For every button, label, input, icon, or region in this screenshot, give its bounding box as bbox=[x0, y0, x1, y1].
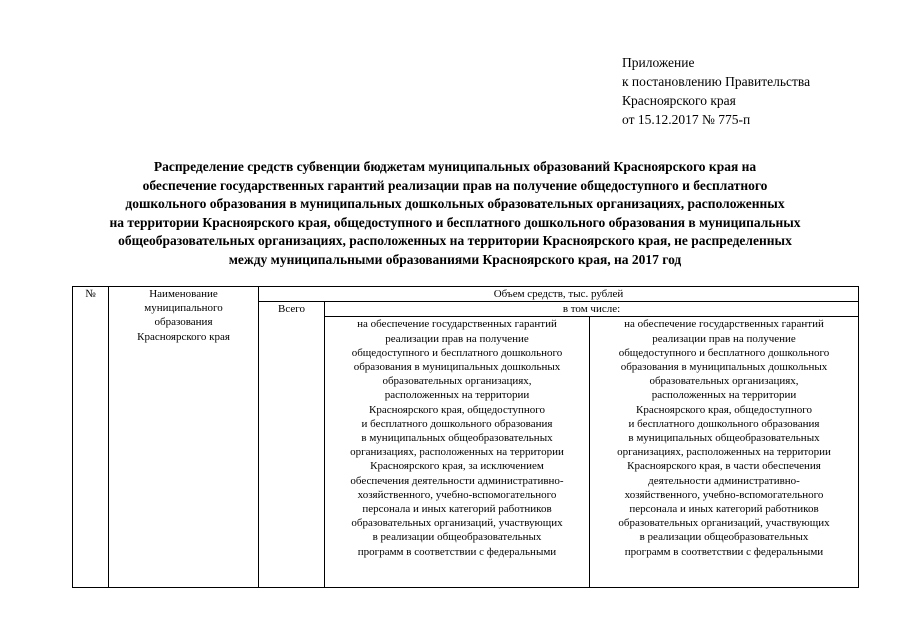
header-text-line: деятельности административно- bbox=[648, 474, 800, 487]
title-line: дошкольного образования в муниципальных дошкольных образовательных организациях, расположенных bbox=[125, 196, 785, 212]
header-text-line: обеспечения деятельности административно- bbox=[350, 474, 564, 487]
header-text-line: в реализации общеобразовательных bbox=[372, 531, 542, 544]
header-total: Всего bbox=[259, 302, 325, 588]
header-including: в том числе: bbox=[325, 302, 859, 317]
header-text-line: общедоступного и бесплатного дошкольного bbox=[618, 346, 830, 359]
header-text-line: персонала и иных категорий работников bbox=[629, 503, 819, 516]
appendix-line: Приложение bbox=[622, 55, 695, 70]
appendix-block bbox=[622, 53, 810, 129]
header-text-line: образовательных организаций, участвующих bbox=[618, 517, 830, 530]
header-text-line: в реализации общеобразовательных bbox=[639, 531, 809, 544]
title-line: на территории Красноярского края, общедоступного и бесплатного дошкольного образования в муниципальных bbox=[109, 214, 801, 230]
header-text-line: Красноярского края, за исключением bbox=[370, 460, 544, 473]
header-text-line: хозяйственного, учебно-вспомогательного bbox=[624, 488, 824, 501]
header-text-line: общедоступного и бесплатного дошкольного bbox=[351, 346, 563, 359]
header-text-line: образовательных организациях, bbox=[382, 375, 532, 388]
header-text-line: образовательных организаций, участвующих bbox=[351, 517, 563, 530]
header-text-line: программ в соответствии с федеральными bbox=[624, 545, 824, 558]
header-text-line: организациях, расположенных на территории bbox=[617, 446, 831, 459]
header-text-line: реализации прав на получение bbox=[652, 332, 796, 345]
title-line: обеспечение государственных гарантий реализации прав на получение общедоступного и бесплатного bbox=[142, 177, 768, 193]
header-part1 bbox=[325, 317, 590, 588]
appendix-line: к постановлению Правительства bbox=[622, 74, 811, 89]
header-text-line: расположенных на территории bbox=[651, 389, 797, 402]
header-text-line: Красноярского края, в части обеспечения bbox=[627, 460, 821, 473]
document-title bbox=[60, 158, 850, 270]
header-municipality-name: Наименование муниципального образования Красноярского края bbox=[109, 287, 259, 588]
header-text-line: образования в муниципальных дошкольных bbox=[620, 361, 828, 374]
appendix-line: Красноярского края bbox=[622, 93, 736, 108]
header-text-line: и бесплатного дошкольного образования bbox=[361, 417, 553, 430]
header-text-line: Красноярского края, общедоступного bbox=[368, 403, 545, 416]
header-text-line: хозяйственного, учебно-вспомогательного bbox=[357, 488, 557, 501]
title-line: между муниципальными образованиями Красноярского края, на 2017 год bbox=[228, 251, 682, 267]
distribution-table bbox=[72, 286, 859, 588]
appendix-line: от 15.12.2017 № 775-п bbox=[622, 112, 751, 127]
header-amount: Объем средств, тыс. рублей bbox=[259, 287, 859, 302]
header-part2 bbox=[590, 317, 859, 588]
header-text-line: расположенных на территории bbox=[384, 389, 530, 402]
header-text-line: образовательных организациях, bbox=[649, 375, 799, 388]
header-text-line: Красноярского края, общедоступного bbox=[635, 403, 812, 416]
header-text-line: организациях, расположенных на территории bbox=[350, 446, 564, 459]
header-text-line: на обеспечение государственных гарантий bbox=[357, 318, 557, 331]
header-text-line: образования в муниципальных дошкольных bbox=[353, 361, 561, 374]
header-text-line: на обеспечение государственных гарантий bbox=[624, 318, 824, 331]
header-text-line: в муниципальных общеобразовательных bbox=[361, 432, 553, 445]
header-text-line: и бесплатного дошкольного образования bbox=[628, 417, 820, 430]
header-text-line: в муниципальных общеобразовательных bbox=[628, 432, 820, 445]
title-line: Распределение средств субвенции бюджетам муниципальных образований Красноярского края на bbox=[153, 159, 757, 174]
header-text-line: программ в соответствии с федеральными bbox=[357, 545, 557, 558]
header-text-line: персонала и иных категорий работников bbox=[362, 503, 552, 516]
header-number: № bbox=[73, 287, 109, 588]
title-line: общеобразовательных организациях, расположенных на территории Красноярского края, не распределенных bbox=[118, 233, 792, 249]
header-text-line: реализации прав на получение bbox=[385, 332, 529, 345]
